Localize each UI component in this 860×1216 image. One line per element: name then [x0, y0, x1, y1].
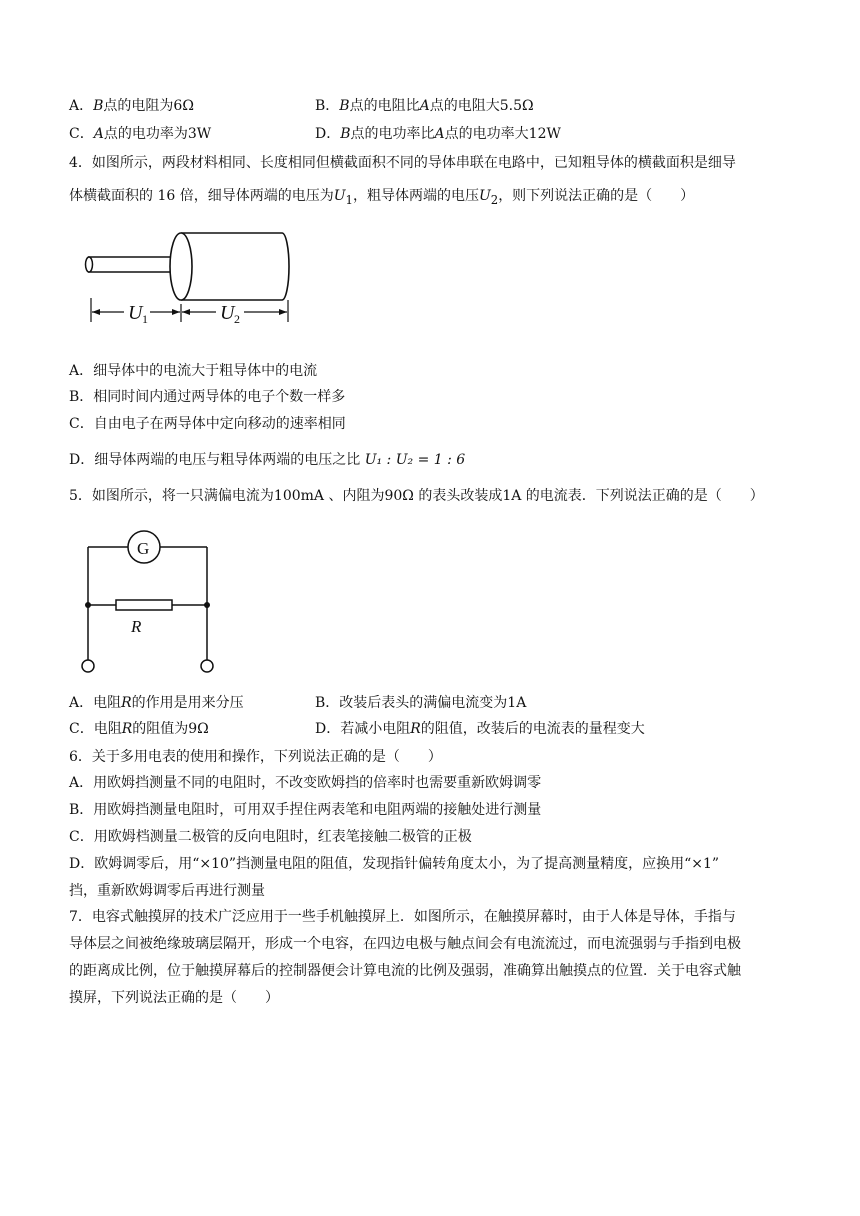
q3-option-c: C．A点的电功率为3W: [69, 126, 212, 142]
q4-option-d: D．细导体两端的电压与粗导体两端的电压之比 U₁ : U₂ = 1 : 6: [69, 452, 466, 468]
u2-subscript: 2: [234, 312, 240, 326]
q3-option-b: B．B点的电阻比A点的电阻大5.5Ω: [315, 98, 534, 114]
u1-label: U: [128, 302, 143, 324]
terminal-right: [201, 660, 213, 672]
resistor-symbol: [116, 600, 172, 610]
q5-stem: 5．如图所示，将一只满偏电流为100mA 、内阻为90Ω 的表头改装成1A 的电流表．下列说法正确的是（ ）: [69, 488, 764, 504]
terminal-left: [82, 660, 94, 672]
q5-option-a: A．电阻R的作用是用来分压: [69, 695, 244, 711]
q4-option-c: C．自由电子在两导体中定向移动的速率相同: [69, 416, 346, 432]
q7-stem-line1: 7．电容式触摸屏的技术广泛应用于一些手机触摸屏上．如图所示，在触摸屏幕时，由于人体是导体，手指与: [69, 909, 736, 925]
q4-option-a: A．细导体中的电流大于粗导体中的电流: [69, 363, 318, 379]
q4-stem-line1: 4．如图所示，两段材料相同、长度相同但横截面积不同的导体串联在电路中，已知粗导体的横截面积是细导: [69, 155, 736, 171]
q6-option-a: A．用欧姆挡测量不同的电阻时，不改变欧姆挡的倍率时也需要重新欧姆调零: [69, 775, 542, 791]
q7-stem-line3: 的距离成比例，位于触摸屏幕后的控制器便会计算电流的比例及强弱，准确算出触摸点的位置．关于电容式触: [69, 963, 741, 979]
q6-option-c: C．用欧姆档测量二极管的反向电阻时，红表笔接触二极管的正极: [69, 829, 472, 845]
q4-option-b: B．相同时间内通过两导体的电子个数一样多: [69, 389, 346, 405]
q4-stem-line2: 体横截面积的 16 倍，细导体两端的电压为$U_1$，粗导体两端的电压$U_2$，则下列说法正确的是（ ）: [69, 188, 695, 207]
q6-option-d-line2: 挡，重新欧姆调零后再进行测量: [69, 883, 265, 899]
ammeter-circuit-figure: [76, 528, 222, 680]
q7-stem-line4: 摸屏，下列说法正确的是（ ）: [69, 990, 279, 1006]
conductor-figure: [84, 226, 294, 330]
thick-conductor: [181, 233, 282, 300]
u2-label: U: [220, 302, 235, 324]
resistor-label: R: [131, 617, 142, 636]
q6-option-b: B．用欧姆挡测量电阻时，可用双手捏住两表笔和电阻两端的接触处进行测量: [69, 802, 542, 818]
q7-stem-line2: 导体层之间被绝缘玻璃层隔开，形成一个电容，在四边电极与触点间会有电流流过，而电流强弱与手指到电极: [69, 936, 741, 952]
q3-option-a: A．B点的电阻为6Ω: [69, 98, 194, 114]
q5-option-c: C．电阻R的阻值为9Ω: [69, 721, 209, 737]
q6-option-d-line1: D．欧姆调零后，用“×10”挡测量电阻的阻值，发现指针偏转角度太小，为了提高测量精度，应换用“×1”: [69, 856, 720, 872]
q5-option-d: D．若减小电阻R的阻值，改装后的电流表的量程变大: [315, 721, 645, 737]
galvanometer-label: G: [137, 539, 150, 558]
q6-stem: 6．关于多用电表的使用和操作，下列说法正确的是（ ）: [69, 749, 442, 765]
q3-option-d: D．B点的电功率比A点的电功率大12W: [315, 126, 561, 142]
thin-conductor: [88, 257, 178, 272]
q5-option-b: B．改装后表头的满偏电流变为1A: [315, 695, 527, 711]
u1-subscript: 1: [142, 312, 148, 326]
